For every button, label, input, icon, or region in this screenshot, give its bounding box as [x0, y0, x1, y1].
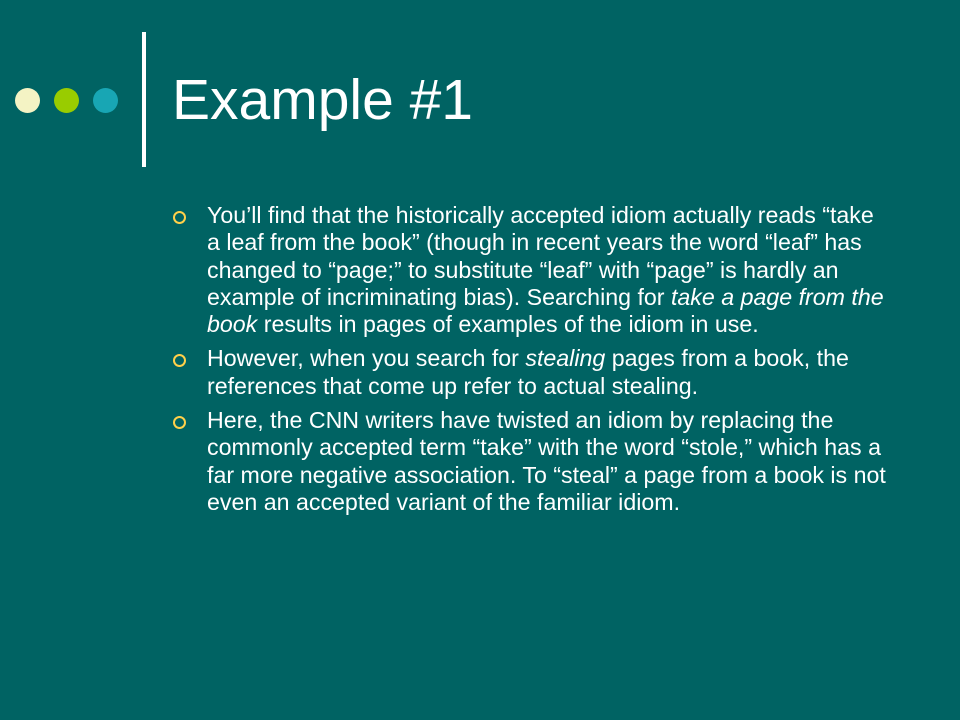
bullet-item-3 [172, 407, 892, 516]
bullet-text-segment: You’ll find that the historically accepted idiom actually reads “take a leaf from the book” (though in recent years the word “leaf” has changed to “page;” to substitute “leaf” with “page” is hardly an example of incriminating bias). Searching for [207, 202, 874, 310]
dot-teal-icon [93, 88, 118, 113]
bullet-text-italic: take a page from the book [207, 283, 884, 338]
dot-cream-icon [15, 88, 40, 113]
bullet-item-2 [172, 345, 892, 400]
bullet-list [172, 202, 892, 523]
bullet-text-segment: results in pages of examples of the idiom in use. [257, 311, 759, 338]
dot-green-icon [54, 88, 79, 113]
decorative-dots [15, 88, 118, 113]
bullet-item-1 [172, 202, 892, 338]
bullet-text-segment: pages from a book, the references that come up refer to actual stealing. [207, 345, 849, 399]
bullet-text-italic: stealing [525, 345, 606, 372]
bullet-ring-icon [173, 416, 186, 429]
title-divider [142, 32, 146, 167]
bullet-text-segment: However, when you search for [207, 345, 526, 372]
bullet-ring-icon [173, 354, 186, 367]
slide-title: Example #1 [172, 68, 474, 132]
bullet-ring-icon [173, 211, 186, 224]
bullet-text-segment: Here, the CNN writers have twisted an idiom by replacing the commonly accepted term “take” with the word “stole,” which has a far more negative association. To “steal” a page from a book is not even an accepted variant of the familiar idiom. [207, 407, 886, 515]
